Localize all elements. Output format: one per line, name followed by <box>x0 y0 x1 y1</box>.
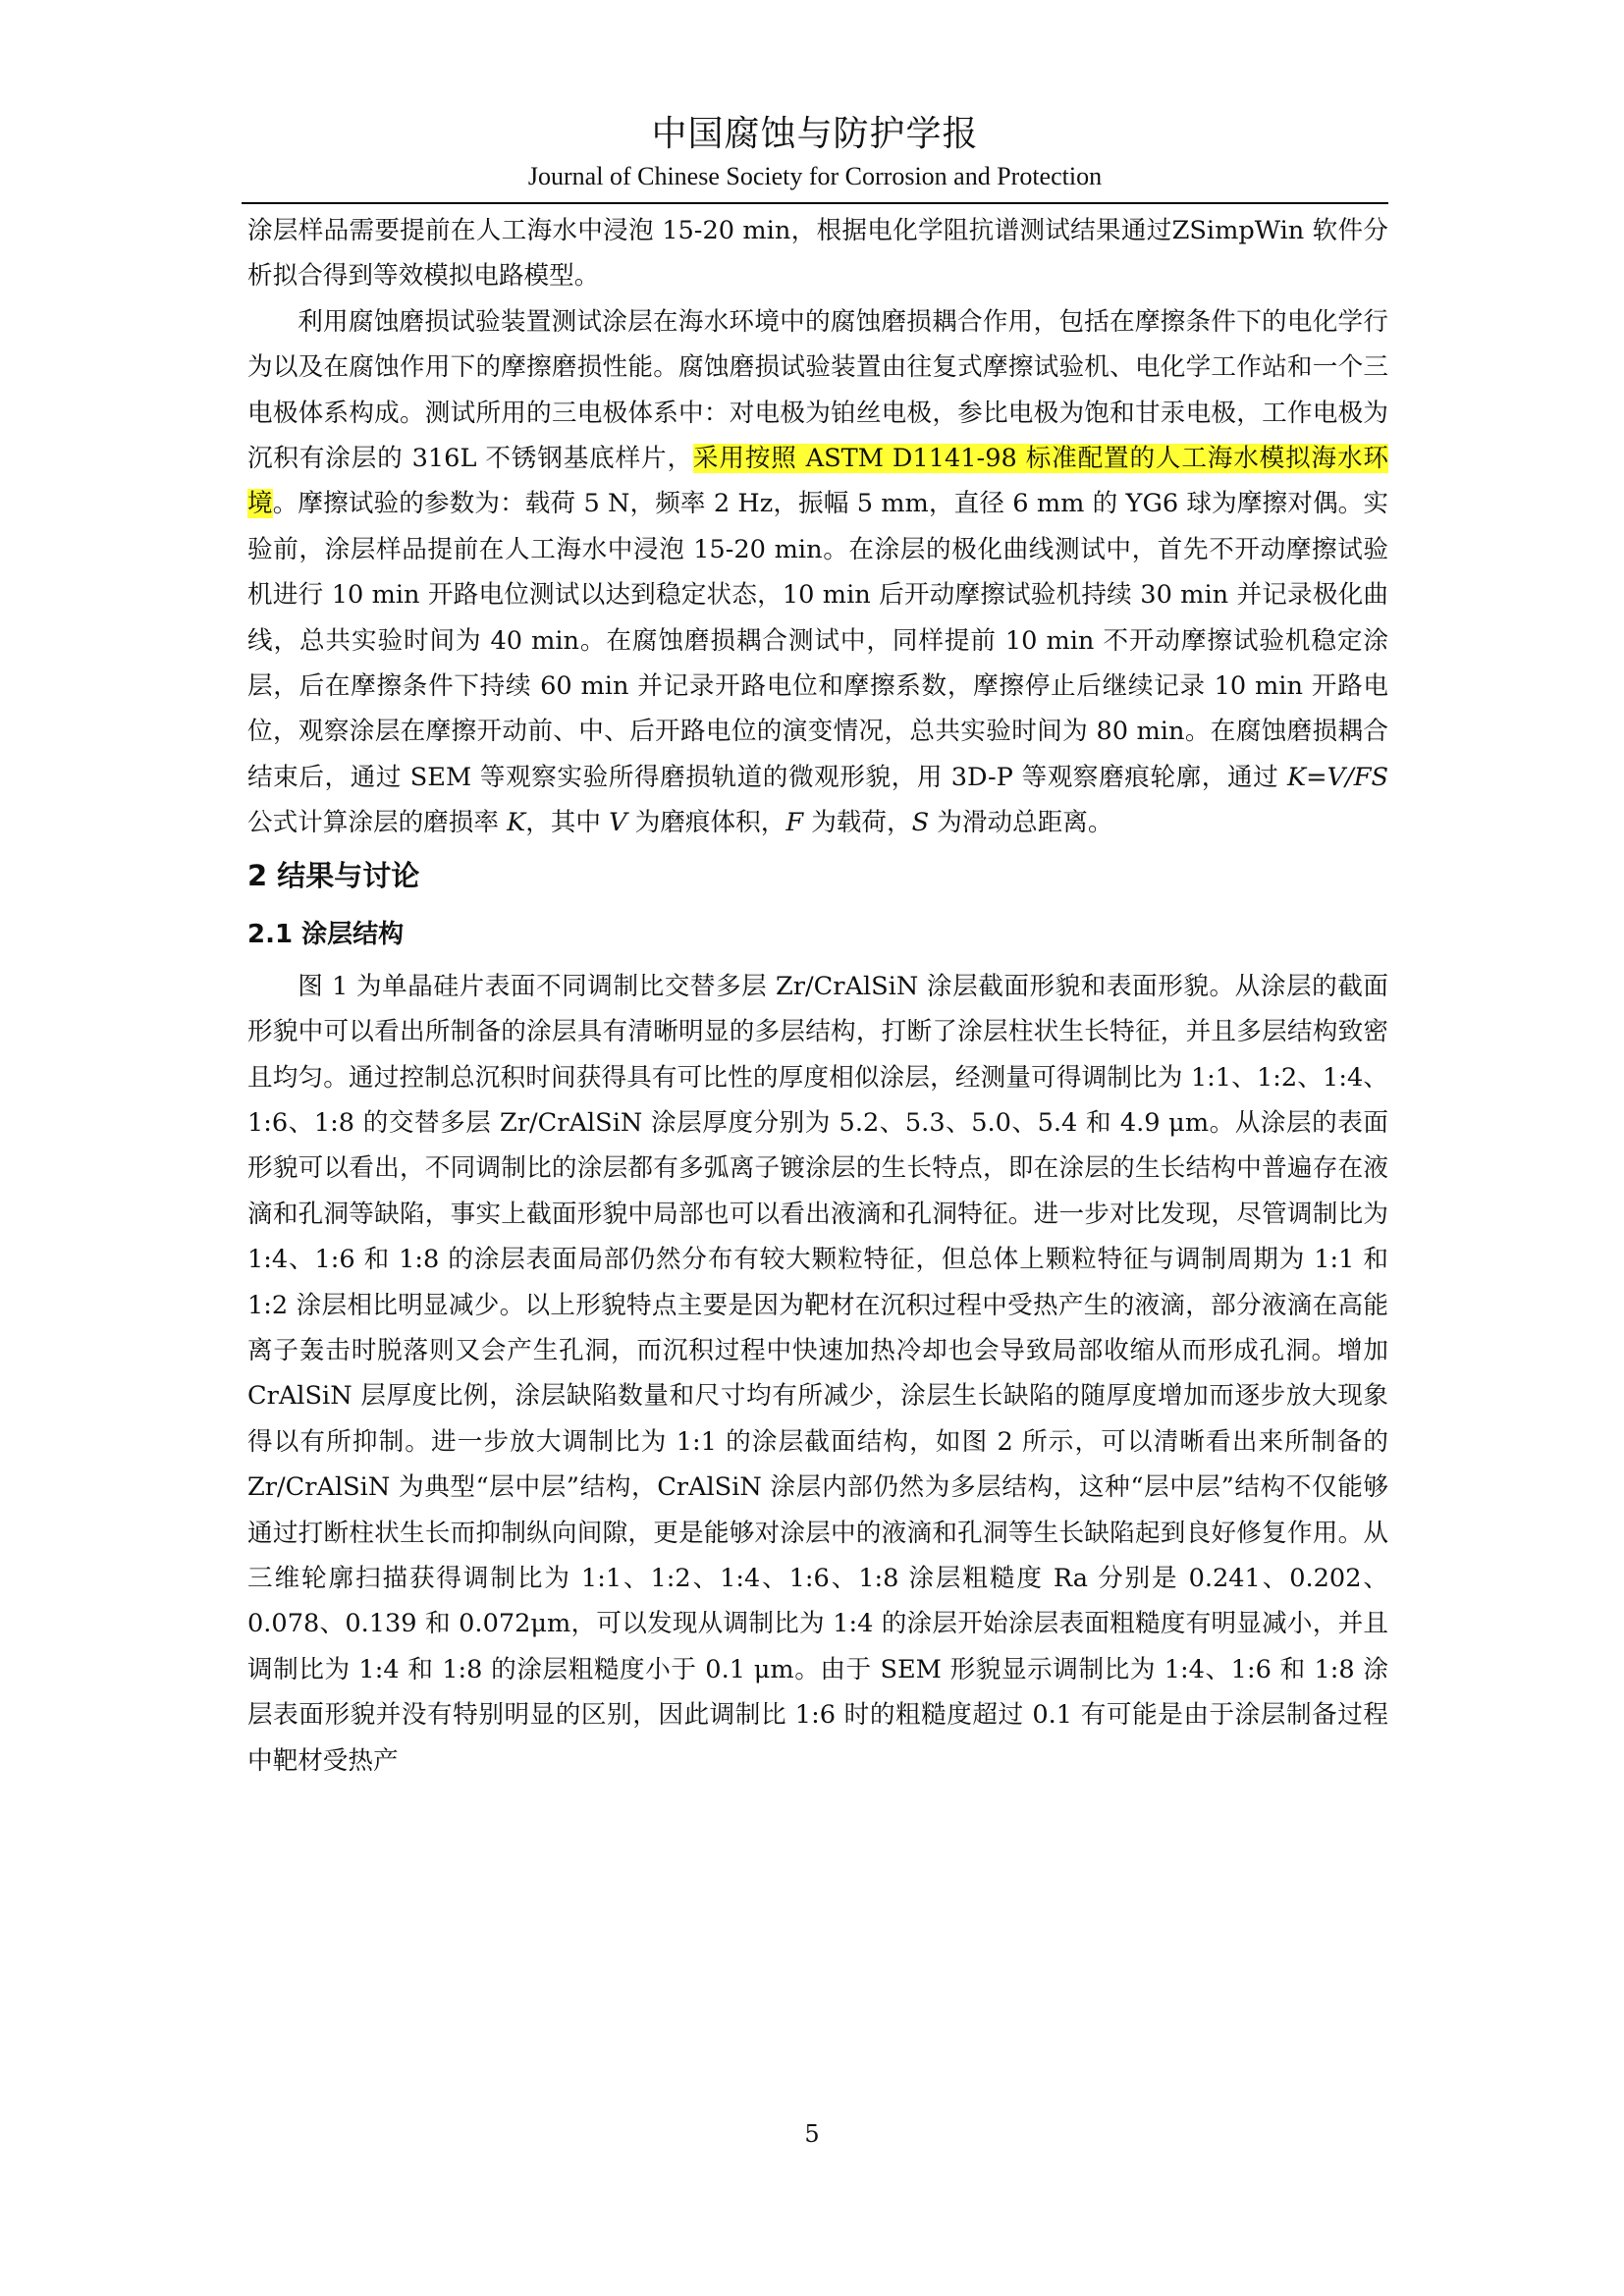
page-number: 5 <box>804 2120 820 2148</box>
paragraph-test-method <box>247 299 1388 846</box>
running-header <box>242 110 1388 194</box>
page-body <box>247 208 1388 1784</box>
highlighted-text: 采用按照 ASTM D1141-98 标准配置的人工海水模拟海水环境 <box>247 444 1388 519</box>
text-run: 。摩擦试验的参数为：载荷 5 N，频率 2 Hz，振幅 5 mm，直径 6 mm 的 YG6 球为摩擦对偶。实验前，涂层样品提前在人工海水中浸泡 15-20 min。在涂层的极化曲线测试中，首先不开动摩擦试验机进行 10 min 开路电位测试以达到稳定状态，10 min 后开动摩擦试验机持续 30 min 并记录极化曲线，总共实验时间为 40 min。在腐蚀磨损耦合测试中，同样提前 10 min 不开动摩擦试验机稳定涂层，后在摩擦条件下持续 60 min 并记录开路电位和摩擦系数，摩擦停止后继续记录 10 min 开路电位，观察涂层在摩擦开动前、中、后开路电位的演变情况，总共实验时间为 80 min。在腐蚀磨损耦合结束后，通过 SEM 等观察实验所得磨损轨道的微观形貌，用 3D-P 等观察磨痕轮廓，通过 <box>247 489 1388 792</box>
journal-subtitle: Journal of Chinese Society for Corrosion and Protection <box>527 162 1103 190</box>
text-run: 为滑动总距离。 <box>929 808 1113 838</box>
variable: K <box>507 808 526 838</box>
text-run: 为载荷， <box>803 808 912 838</box>
variable: S <box>911 808 930 838</box>
variable: F <box>785 808 804 838</box>
formula: K=V/FS <box>1287 762 1388 792</box>
paragraph-coating-structure: 图 1 为单晶硅片表面不同调制比交替多层 Zr/CrAlSiN 涂层截面形貌和表面形貌。从涂层的截面形貌中可以看出所制备的涂层具有清晰明显的多层结构，打断了涂层柱状生长特征，并且多层结构致密且均匀。通过控制总沉积时间获得具有可比性的厚度相似涂层，经测量可得调制比为 1:1、1:2、1:4、1:6、1:8 的交替多层 Zr/CrAlSiN 涂层厚度分别为 5.2、5.3、5.0、5.4 和 4.9 μm。从涂层的表面形貌可以看出，不同调制比的涂层都有多弧离子镀涂层的生长特点，即在涂层的生长结构中普遍存在液滴和孔洞等缺陷，事实上截面形貌中局部也可以看出液滴和孔洞特征。进一步对比发现，尽管调制比为 1:4、1:6 和 1:8 的涂层表面局部仍然分布有较大颗粒特征，但总体上颗粒特征与调制周期为 1:1 和 1:2 涂层相比明显减少。以上形貌特点主要是因为靶材在沉积过程中受热产生的液滴，部分液滴在高能离子轰击时脱落则又会产生孔洞，而沉积过程中快速加热冷却也会导致局部收缩从而形成孔洞。增加 CrAlSiN 层厚度比例，涂层缺陷数量和尺寸均有所减少，涂层生长缺陷的随厚度增加而逐步放大现象得以有所抑制。进一步放大调制比为 1:1 的涂层截面结构，如图 2 所示，可以清晰看出来所制备的 Zr/CrAlSiN 为典型“层中层”结构，CrAlSiN 涂层内部仍然为多层结构，这种“层中层”结构不仅能够通过打断柱状生长而抑制纵向间隙，更是能够对涂层中的液滴和孔洞等生长缺陷起到良好修复作用。从三维轮廓扫描获得调制比为 1:1、1:2、1:4、1:6、1:8 涂层粗糙度 Ra 分别是 0.241、0.202、0.078、0.139 和 0.072μm，可以发现从调制比为 1:4 的涂层开始涂层表面粗糙度有明显减小，并且调制比为 1:4 和 1:8 的涂层粗糙度小于 0.1 μm。由于 SEM 形貌显示调制比为 1:4、1:6 和 1:8 涂层表面形貌并没有特别明显的区别，因此调制比 1:6 时的粗糙度超过 0.1 有可能是由于涂层制备过程中靶材受热产 <box>247 971 1388 1776</box>
subsection-heading: 2.1 涂层结构 <box>247 919 405 949</box>
variable: V <box>609 808 627 838</box>
journal-title: 中国腐蚀与防护学报 <box>651 114 979 154</box>
text-run: 公式计算涂层的磨损率 <box>247 808 508 838</box>
text-run: 利用腐蚀磨损试验装置测试涂层在海水环境中的腐蚀磨损耦合作用，包括在摩擦条件下的电化学行为以及在腐蚀作用下的摩擦磨损性能。腐蚀磨损试验装置由往复式摩擦试验机、电化学工作站和一个三电极体系构成。测试所用的三电极体系中：对电极为铂丝电极，参比电极为饱和甘汞电极，工作电极为沉积有涂层的 316L 不锈钢基底样片， <box>247 306 1388 474</box>
section-heading: 2 结果与讨论 <box>247 858 420 892</box>
text-run: ，其中 <box>525 808 610 838</box>
header-rule <box>242 202 1388 204</box>
paragraph-continued: 涂层样品需要提前在人工海水中浸泡 15-20 min，根据电化学阻抗谱测试结果通过ZSimpWin 软件分析拟合得到等效模拟电路模型。 <box>247 216 1388 292</box>
text-run: 为磨痕体积， <box>626 808 786 838</box>
